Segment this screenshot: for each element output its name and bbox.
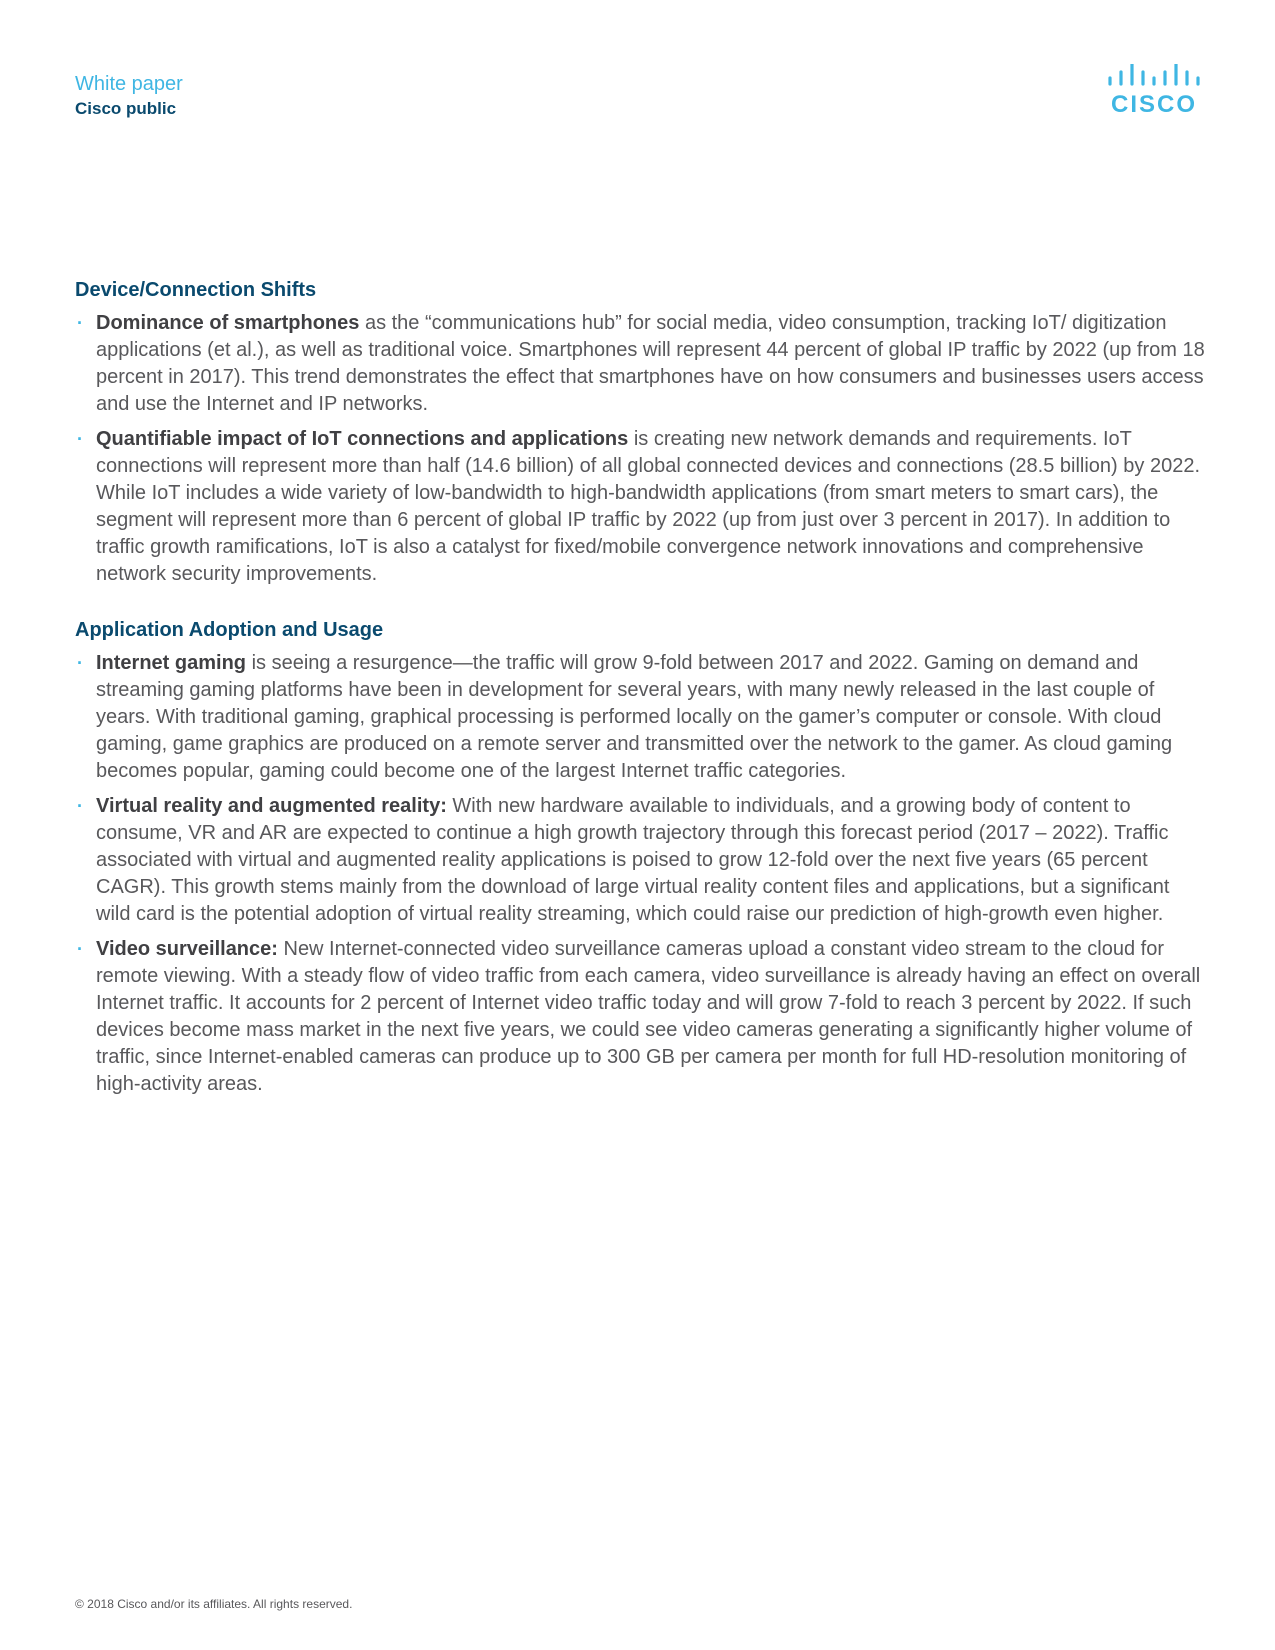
item-text: is creating new network demands and requirements. IoT connections will represent more than half (14.6 billion) of all global connected devices and connections (28.5 billion) by 2022. While IoT includes a wide variety of low-bandwidth to high-bandwidth applications (from smart meters to smart cars), the segment will represent more than 6 percent of global IP traffic by 2022 (up from just over 3 percent in 2017). In addition to traffic growth ramifications, IoT is also a catalyst for fixed/mobile convergence network innovations and comprehensive network security improvements. [96,428,1200,585]
bullet-icon: · [77,939,83,959]
list-item [75,793,1205,928]
item-lead: Virtual reality and augmented reality: [96,795,447,817]
bullet-icon: · [77,313,83,333]
classification-label: Cisco public [75,99,177,118]
list-item [75,426,1205,588]
device-connection-list [75,310,1205,588]
doc-type-label: White paper [75,73,183,95]
cisco-logo-graphic [1104,64,1204,118]
item-text: as the “communications hub” for social media, video consumption, tracking IoT/ digitization applications (et al.), as well as traditional voice. Smartphones will represent 44 percent of global IP traffic by 2022 (up from 18 percent in 2017). This trend demonstrates the effect that smartphones have on how consumers and businesses users access and use the Internet and IP networks. [96,312,1205,415]
item-text: is seeing a resurgence—the traffic will grow 9-fold between 2017 and 2022. Gaming on demand and streaming gaming platforms have been in development for several years, with many newly released in the last couple of years. With traditional gaming, graphical processing is performed locally on the gamer’s computer or console. With cloud gaming, game graphics are produced on a remote server and transmitted over the network to the gamer. As cloud gaming becomes popular, gaming could become one of the largest Internet traffic categories. [96,652,1173,782]
section-heading-application-adoption: Application Adoption and Usage [75,619,384,641]
list-item [75,650,1205,785]
bullet-icon: · [77,653,83,673]
list-item [75,310,1205,418]
bullet-icon: · [77,429,83,449]
copyright-footer: © 2018 Cisco and/or its affiliates. All rights reserved. [75,1597,353,1611]
item-text: With new hardware available to individuals, and a growing body of content to consume, VR and AR are expected to continue a high growth trajectory through this forecast period (2017 – 2022). Traffic associated with virtual and augmented reality applications is poised to grow 12-fold over the next five years (65 percent CAGR). This growth stems mainly from the download of large virtual reality content files and applications, but a significant wild card is the potential adoption of virtual reality streaming, which could raise our prediction of high-growth even higher. [96,795,1170,925]
item-lead: Internet gaming [96,652,247,674]
item-lead: Quantifiable impact of IoT connections and applications [96,428,629,450]
item-lead: Video surveillance: [96,938,278,960]
main-content [75,276,1205,1106]
section-heading-device-connection-shifts: Device/Connection Shifts [75,279,317,301]
list-item [75,936,1205,1098]
bullet-icon: · [77,796,83,816]
item-text: New Internet-connected video surveillance cameras upload a constant video stream to the cloud for remote viewing. With a steady flow of video traffic from each camera, video surveillance is already having an effect on overall Internet traffic. It accounts for 2 percent of Internet video traffic today and will grow 7-fold to reach 3 percent by 2022. If such devices become mass market in the next five years, we could see video cameras generating a significantly higher volume of traffic, since Internet-enabled cameras can produce up to 300 GB per camera per month for full HD-resolution monitoring of high-activity areas. [96,938,1201,1095]
cisco-logo-icon [1104,64,1204,118]
document-header [75,71,183,121]
application-adoption-list [75,650,1205,1098]
item-lead: Dominance of smartphones [96,312,360,334]
cisco-logo-wordmark: CISCO [1110,91,1198,118]
